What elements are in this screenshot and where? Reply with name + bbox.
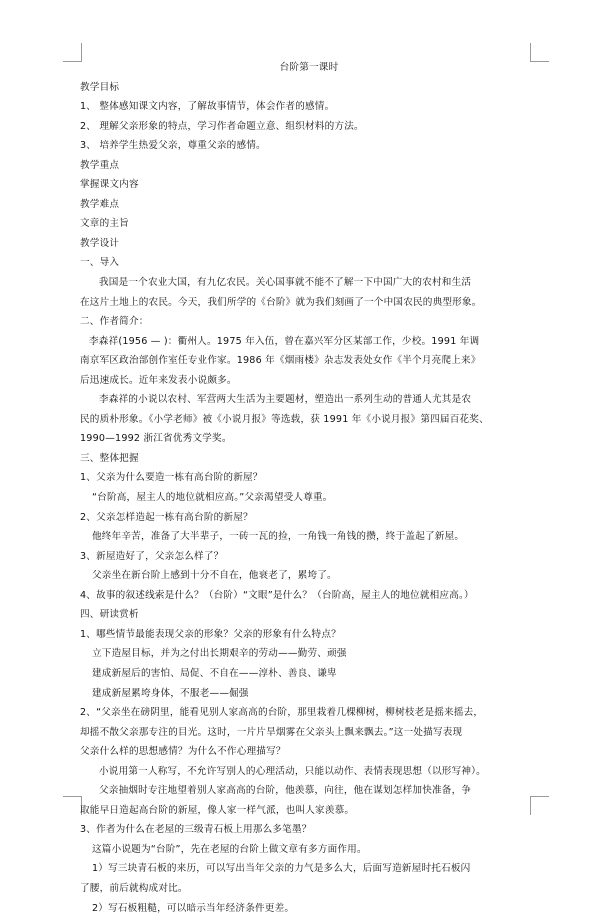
section-heading: 三、整体把握 xyxy=(80,452,139,464)
answer-line: “台阶高，屋主人的地位就相应高。”父亲渴望受人尊重。 xyxy=(92,492,333,504)
crop-mark-top-right xyxy=(530,43,549,62)
heading-teaching-goals: 教学目标 xyxy=(80,81,120,93)
paragraph-line: 1990—1992 浙江省优秀文学奖。 xyxy=(80,433,232,445)
question-line: 2、“父亲坐在磅阴里，能看见别人家高高的台阶，那里栽着几棵柳树，柳树枝老是摇来摇去， xyxy=(80,707,484,719)
heading-design: 教学设计 xyxy=(80,237,120,249)
heading-difficulties: 教学难点 xyxy=(80,198,120,210)
document-title: 台阶第一课时 xyxy=(279,62,339,73)
answer-line: 了腰，前后就构成对比。 xyxy=(80,882,188,894)
paragraph-line: 后迅速成长。近年来发表小说颇多。 xyxy=(80,374,237,386)
question-line: 3、新屋造好了，父亲怎么样了？ xyxy=(80,550,224,562)
text-line: 掌握课文内容 xyxy=(80,179,139,191)
paragraph-line: 我国是一个农业大国，有九亿农民。关心国事就不能不了解一下中国广大的农村和生活 xyxy=(99,277,472,289)
answer-line: 父亲抽烟时专注地望着别人家高高的台阶，他羡慕，向往，他在谋划怎样加快准备，争 xyxy=(99,785,472,797)
paragraph-line: 在这片土地上的农民。今天，我们所学的《台阶》就为我们刻画了一个中国农民的典型形象。 xyxy=(80,296,482,308)
question-line: 1、哪些情节最能表现父亲的形象？父亲的形象有什么特点？ xyxy=(80,628,341,640)
question-line: 4、故事的叙述线索是什么？（台阶）“文眼”是什么？（台阶高，屋主人的地位就相应高。） xyxy=(80,589,474,601)
question-line: 2、父亲怎样造起一栋有高台阶的新屋？ xyxy=(80,511,253,523)
answer-line: 建成新屋后的害怕、局促、不自在——淳朴、善良、谦卑 xyxy=(92,667,337,679)
text-line: 文章的主旨 xyxy=(80,218,129,230)
answer-line: 他终年辛苦，准备了大半辈子，一砖一瓦的捡，一角钱一角钱的攒，终于盖起了新屋。 xyxy=(92,531,465,543)
section-heading: 一、导入 xyxy=(80,257,120,269)
heading-key-points: 教学重点 xyxy=(80,159,120,171)
paragraph-line: 李森祥的小说以农村、军营两大生活为主要题材，塑造出一系列生动的普通人尤其是农 xyxy=(99,394,472,406)
goal-item: 3、 培养学生热爱父亲，尊重父亲的感情。 xyxy=(80,140,266,152)
answer-line: 这篇小说题为“台阶”，先在老屋的台阶上做文章有多方面作用。 xyxy=(92,843,367,855)
answer-line: 小说用第一人称写，不允许写别人的心理活动，只能以动作、表情表现思想（以形写神）。 xyxy=(99,765,486,777)
answer-line: 取能早日造起高台阶的新屋，像人家一样气派，也叫人家羡慕。 xyxy=(80,804,355,816)
section-heading: 四、研读赏析 xyxy=(80,609,139,621)
answer-line: 建成新屋累垮身体，不服老——倔强 xyxy=(92,687,249,699)
section-heading: 二、作者简介： xyxy=(80,316,149,328)
question-line: 却摇不散父亲那专注的目光。这时，一片片旱烟雾在父亲头上飘来飘去。”这一处描写表现 xyxy=(80,726,463,738)
paragraph-line: 民的质朴形象。《小学老师》被《小说月报》等选载，获 1991 年《小说月报》第四届百花奖、 xyxy=(80,413,489,425)
question-line: 父亲什么样的思想感情？为什么不作心理描写？ xyxy=(80,746,286,758)
document-body xyxy=(80,58,530,918)
goal-item: 1、 整体感知课文内容，了解故事情节，体会作者的感情。 xyxy=(80,101,335,113)
goal-item: 2、 理解父亲形象的特点，学习作者命题立意、组织材料的方法。 xyxy=(80,120,364,132)
answer-line: 2）写石板粗糙，可以暗示当年经济条件更差。 xyxy=(92,902,295,914)
answer-line: 立下造屋目标，并为之付出长期艰辛的劳动——勤劳、顽强 xyxy=(92,648,347,660)
question-line: 1、父亲为什么要造一栋有高台阶的新屋？ xyxy=(80,472,263,484)
answer-line: 父亲坐在新台阶上感到十分不自在，他衰老了，累垮了。 xyxy=(92,570,337,582)
crop-mark-bottom-right xyxy=(530,796,549,815)
question-line: 3、作者为什么在老屋的三级青石板上用那么多笔墨？ xyxy=(80,824,312,836)
paragraph-line: 李森祥(1956 — )：衢州人。1975 年入伍，曾在嘉兴军分区某部工作，少校。1991 年调 xyxy=(89,335,480,347)
paragraph-line: 南京军区政治部创作室任专业作家。1986 年《烟雨楼》杂志发表处女作《半个月亮爬上来》 xyxy=(80,355,481,367)
answer-line: 1）写三块青石板的来历，可以写出当年父亲的力气是多么大，后面写造新屋时托石板闪 xyxy=(92,863,471,875)
